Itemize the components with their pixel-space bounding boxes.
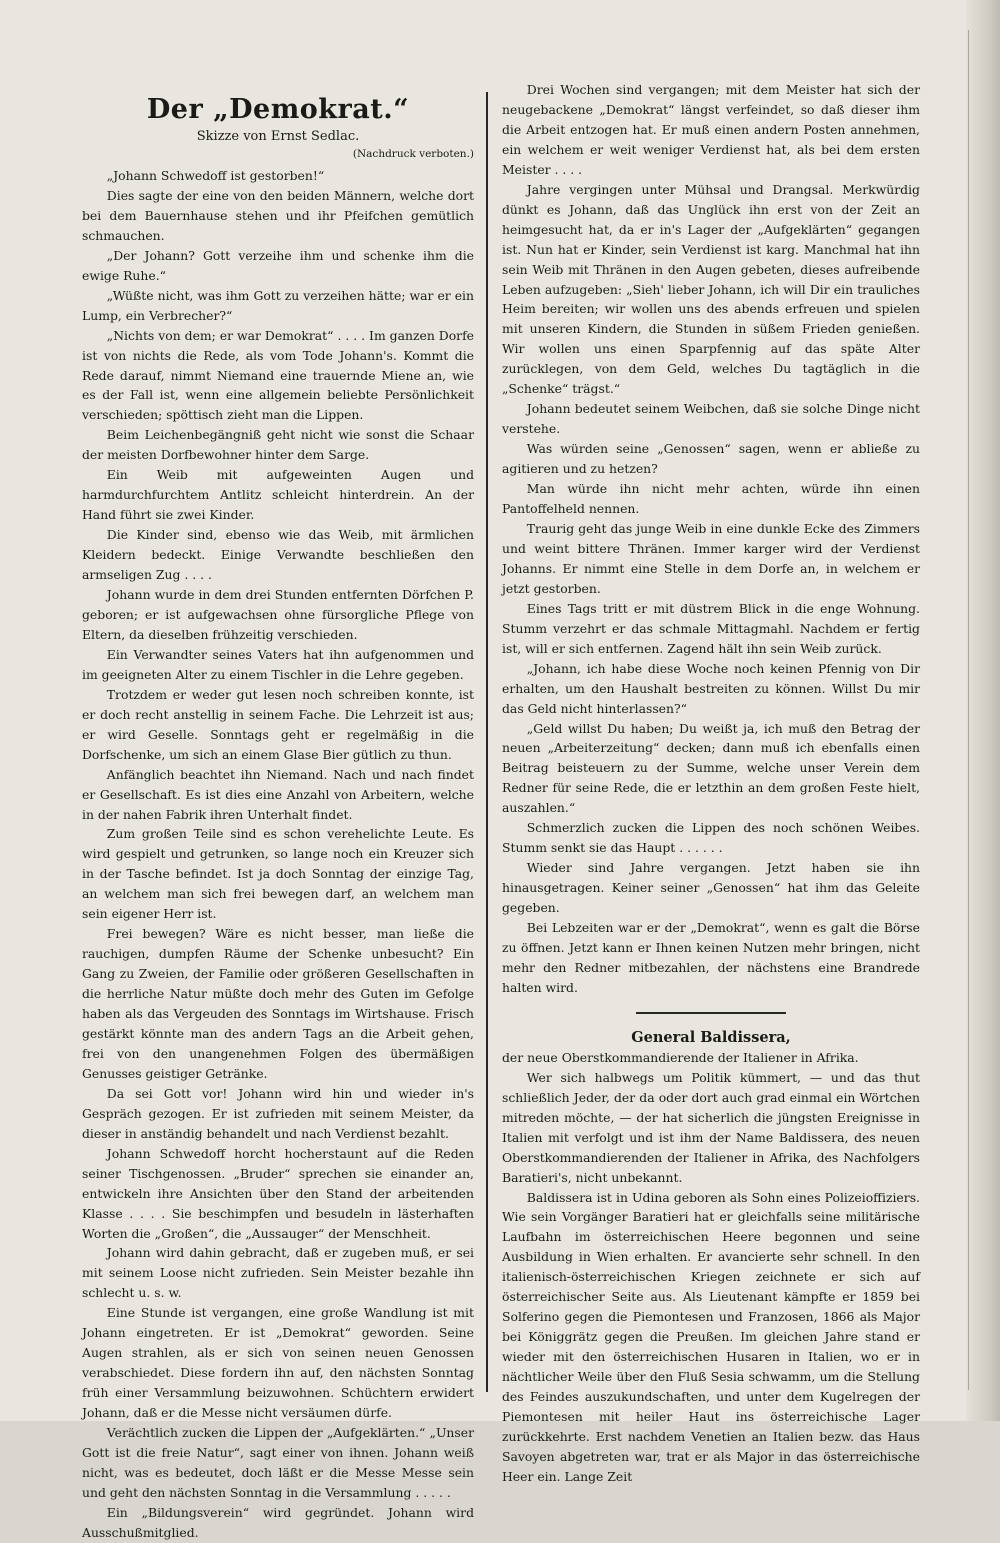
paragraph: „Geld willst Du haben; Du weißt ja, ich muß den Betrag der neuen „Arbeiterzeitung“ decken; dann muß ich ebenfalls einen Beitrag beisteuern zu der Summe, welche unser Verein dem Redner für seine Rede, die er letzthin an dem großen Feste hielt, auszahlen.“	[502, 720, 920, 816]
paragraph: Man würde ihn nicht mehr achten, würde ihn einen Pantoffelheld nennen.	[502, 481, 920, 517]
paragraph: „Wüßte nicht, was ihm Gott zu verzeihen hätte; war er ein Lump, ein Verbrecher?“	[82, 287, 474, 323]
paragraph: „Johann, ich habe diese Woche noch keinen Pfennig von Dir erhalten, um den Haushalt bestreiten zu können. Willst Du mir das Geld nicht hinterlassen?“	[502, 660, 920, 716]
article-subtitle: Skizze von Ernst Sedlac.	[196, 129, 360, 144]
page-edge-shadow	[966, 0, 1000, 1421]
right-column	[502, 80, 920, 1487]
paragraph: Zum großen Teile sind es schon verehelichte Leute. Es wird gespielt und getrunken, so lange noch ein Kreuzer sich in der Tasche befindet. Ist ja doch Sonntag der einzige Tag, an welchem man sich frei bewegen darf, an welchem man sein eigener Herr ist.	[82, 826, 474, 922]
paragraph: „Johann Schwedoff ist gestorben!“	[106, 168, 325, 183]
paragraph: Eines Tags tritt er mit düstrem Blick in die enge Wohnung. Stumm verzehrt er das schmale Mittagmahl. Nachdem er fertig ist, will er sich entfernen. Zagend hält ihn sein Weib zurück.	[502, 600, 920, 656]
paragraph: Da sei Gott vor! Johann wird hin und wieder in's Gespräch gezogen. Er ist zufrieden mit seinem Meister, da dieser in anständig behandelt und nach Verdienst bezahlt.	[82, 1085, 474, 1141]
paragraph: Verächtlich zucken die Lippen der „Aufgeklärten.“ „Unser Gott ist die freie Natur“, sagt einer von ihnen. Johann weiß nicht, was es bedeutet, doch läßt er die Messe Messe sein und geht den nächsten Sonntag in die Versammlung . . . . .	[82, 1425, 474, 1500]
paragraph: Drei Wochen sind vergangen; mit dem Meister hat sich der neugebackene „Demokrat“ längst verfeindet, so daß dieser ihm die Arbeit entzogen hat. Er muß einen andern Posten annehmen, ein welchem er weit weniger Verdienst hat, als bei dem ersten Meister . . . .	[502, 82, 920, 177]
paragraph: Ein Weib mit aufgeweinten Augen und harmdurchfurchtem Antlitz schleicht hinterdrein. An der Hand führt sie zwei Kinder.	[82, 467, 474, 523]
paragraph: Traurig geht das junge Weib in eine dunkle Ecke des Zimmers und weint bittere Thränen. Immer karger wird der Verdienst Johanns. Er nimmt eine Stelle in dem Dorfe an, in welchem er jetzt gestorben.	[502, 520, 920, 596]
paragraph: Dies sagte der eine von den beiden Männern, welche dort bei dem Bauernhause stehen und ihr Pfeifchen gemütlich schmauchen.	[82, 187, 474, 243]
paragraph: Johann Schwedoff horcht hocherstaunt auf die Reden seiner Tischgenossen. „Bruder“ sprechen sie einander an, entwickeln ihre Ansichten über den Stand der arbeitenden Klasse . . . . Sie beschimpfen und besudeln in lästerhaften Worten die „Großen“, die „Aussauger“ der Menschheit.	[82, 1145, 474, 1241]
article-title-baldissera: General Baldissera,	[631, 1028, 791, 1046]
paragraph: Frei bewegen? Wäre es nicht besser, man ließe die rauchigen, dumpfen Räume der Schenke unbesucht? Ein Gang zu Zweien, der Familie oder größeren Gesellschaften in die herrliche Natur müßte doch mehr des Guten im Gefolge haben als das Vergeuden des Sonntags im Wirtshause. Frisch gestärkt könnte man des andern Tags an die Arbeit gehen, frei von den unangenehmen Folgen des übermäßigen Genusses geistiger Getränke.	[82, 926, 474, 1081]
article-separator	[636, 1012, 786, 1014]
left-column	[82, 80, 474, 1543]
paragraph: Johann bedeutet seinem Weibchen, daß sie solche Dinge nicht verstehe.	[502, 401, 920, 437]
article-lead: der neue Oberstkommandierende der Italiener in Afrika.	[502, 1049, 859, 1065]
paragraph: Die Kinder sind, ebenso wie das Weib, mit ärmlichen Kleidern bedeckt. Einige Verwandte beschließen den armseligen Zug . . . .	[82, 527, 474, 583]
paragraph: „Der Johann? Gott verzeihe ihm und schenke ihm die ewige Ruhe.“	[82, 247, 474, 283]
paragraph: Johann wurde in dem drei Stunden entfernten Dörfchen P. geboren; er ist aufgewachsen ohne fürsorgliche Pflege von Eltern, da dieselben frühzeitig verschieden.	[82, 587, 474, 642]
article-title: Der „Demokrat.“	[146, 94, 410, 125]
paragraph: Anfänglich beachtet ihn Niemand. Nach und nach findet er Gesellschaft. Es ist dies eine Anzahl von Arbeitern, welche in der nahen Fabrik ihren Unterhalt findet.	[82, 766, 474, 822]
column-divider	[486, 92, 488, 1392]
paragraph: Eine Stunde ist vergangen, eine große Wandlung ist mit Johann eingetreten. Er ist „Demokrat“ geworden. Seine Augen strahlen, als er sich von seinen neuen Genossen verabschiedet. Diese fordern ihn auf, den nächsten Sonntag früh einer Versammlung beizuwohnen. Schüchtern erwidert Johann, daß er die Messe nicht versäumen dürfe.	[82, 1305, 474, 1421]
paragraph: Johann wird dahin gebracht, daß er zugeben muß, er sei mit seinem Loose nicht zufrieden. Sein Meister bezahle ihn schlecht u. s. w.	[82, 1245, 474, 1301]
paragraph: Jahre vergingen unter Mühsal und Drangsal. Merkwürdig dünkt es Johann, daß das Unglück ihn erst von der Zeit an heimgesucht hat, da er in's Lager der „Aufgeklärten“ gegangen ist. Nun hat er Kinder, sein Verdienst ist karg. Manchmal hat ihn sein Weib mit Thränen in den Augen gebeten, dieses aufreibende Leben aufzugeben: „Sieh' lieber Johann, ich will Dir ein trauliches Heim bereiten; wir wollen uns des abends erfreuen und spielen mit unseren Kindern, die Stunden in süßem Frieden genießen. Wir wollen uns einen Sparpfennig auf das späte Alter zurücklegen, von dem Geld, welches Du tagtäglich in die „Schenke“ trägst.“	[502, 181, 920, 397]
paragraph: Ein Verwandter seines Vaters hat ihn aufgenommen und im geeigneten Alter zu einem Tischler in die Lehre gegeben.	[82, 646, 474, 682]
paragraph: Schmerzlich zucken die Lippen des noch schönen Weibes. Stumm senkt sie das Haupt . . . . . .	[502, 820, 920, 856]
paragraph: Ein „Bildungsverein“ wird gegründet. Johann wird Ausschußmitglied.	[82, 1504, 474, 1540]
paragraph: Baldissera ist in Udina geboren als Sohn eines Polizeioffiziers. Wie sein Vorgänger Baratieri hat er gleichfalls seine militärische Laufbahn im österreichischen Heere begonnen und seine Ausbildung in Wien erhalten. Er avancierte sehr schnell. In den italienisch-österreichischen Kriegen zeichnete er sich auf österreichischer Seite aus. Als Lieutenant kämpfte er 1859 bei Solferino gegen die Piemontesen und Franzosen, 1866 als Major bei Königgrätz gegen die Preußen. Im gleichen Jahre stand er wieder mit den österreichischen Husaren in Italien, wo er in nächtlicher Weile über den Fluß Sesia schwamm, um die Stellung des Feindes auszukundschaften, und unter dem Kugelregen der Piemontesen mit heiler Haut ins österreichische Lager zurückkehrte. Erst nachdem Venetien an Italien bezw. das Haus Savoyen abgetreten war, trat er als Major in das österreichische Heer ein. Lange Zeit	[502, 1189, 920, 1484]
paragraph: Was würden seine „Genossen“ sagen, wenn er abließe zu agitieren und zu hetzen?	[502, 441, 920, 477]
paragraph: Wieder sind Jahre vergangen. Jetzt haben sie ihn hinausgetragen. Keiner seiner „Genossen“ hat ihm das Geleite gegeben.	[502, 860, 920, 916]
paragraph: Bei Lebzeiten war er der „Demokrat“, wenn es galt die Börse zu öffnen. Jetzt kann er Ihnen keinen Nutzen mehr bringen, nicht mehr den Redner mitbezahlen, der nächstens eine Brandrede halten wird.	[502, 920, 920, 995]
paragraph: Wer sich halbwegs um Politik kümmert, — und das thut schließlich Jeder, der da oder dort auch grad einmal ein Wörtchen mitreden möchte, — der hat sicherlich die jüngsten Ereignisse in Italien mit verfolgt und ist ihm der Name Baldissera, des neuen Oberstkommandierenden der Italiener in Afrika, des Nachfolgers Baratieri's, nicht unbekannt.	[502, 1069, 920, 1185]
reprint-note: (Nachdruck verboten.)	[352, 148, 474, 160]
page-edge-line	[968, 30, 969, 1390]
paragraph: Beim Leichenbegängniß geht nicht wie sonst die Schaar der meisten Dorfbewohner hinter dem Sarge.	[82, 427, 474, 463]
paragraph: Trotzdem er weder gut lesen noch schreiben konnte, ist er doch recht anstellig in seinem Fache. Die Lehrzeit ist aus; er wird Geselle. Sonntags geht er regelmäßig in die Dorfschenke, um sich an einem Glase Bier gütlich zu thun.	[82, 686, 474, 762]
paragraph: „Nichts von dem; er war Demokrat“ . . . . Im ganzen Dorfe ist von nichts die Rede, als vom Tode Johann's. Kommt die Rede darauf, nimmt Niemand eine trauernde Miene an, wie es der Fall ist, wenn eine allgemein beliebte Persönlichkeit verschieden; spöttisch zieht man die Lippen.	[82, 327, 474, 423]
